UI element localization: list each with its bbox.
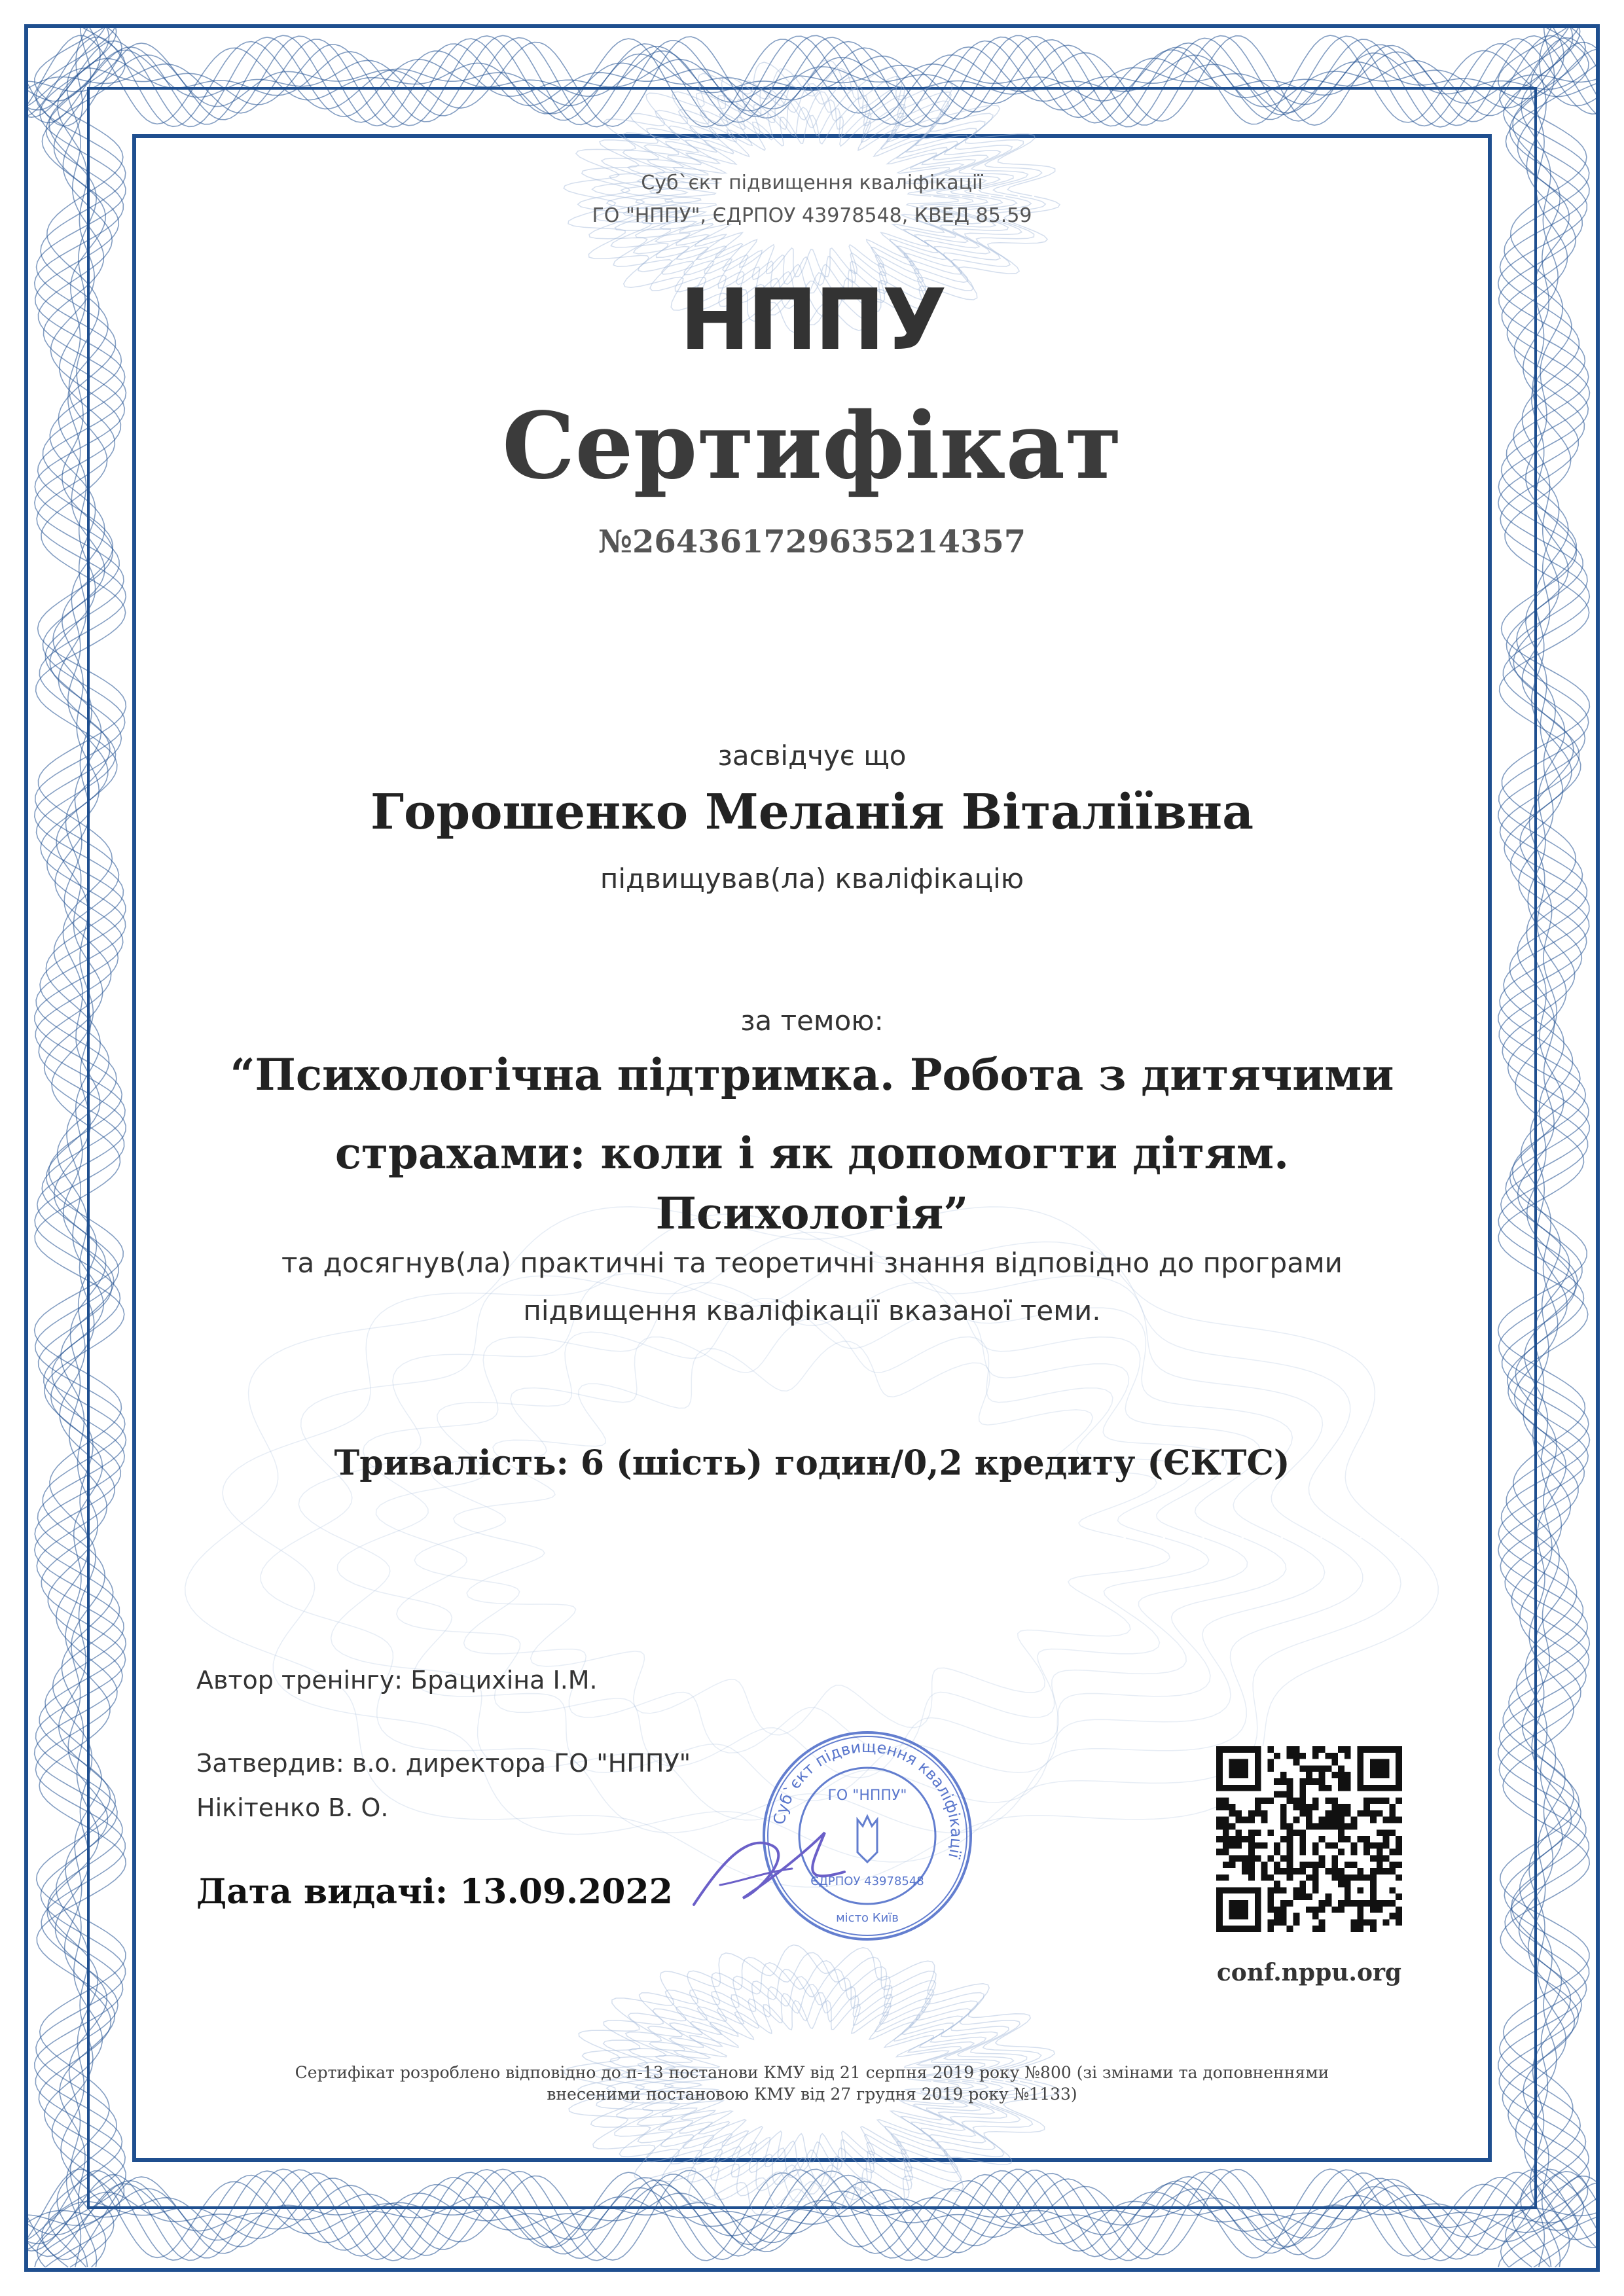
topic-label: за темою: <box>740 1005 884 1037</box>
topic-line: страхами: коли і як допомогти дітям. <box>334 1128 1290 1179</box>
approver-name: Нікітенко В. О. <box>196 1793 389 1822</box>
issuer-subject-line: Суб`єкт підвищення кваліфікації <box>641 171 983 194</box>
legal-footer-line: Сертифікат розроблено відповідно до п-13 постанови КМУ від 21 серпня 2019 року №800 (зі змінами та доповненнями <box>295 2063 1329 2082</box>
approver-title: Затвердив: в.о. директора ГО "НППУ" <box>196 1749 691 1778</box>
stamp-org: ГО "НППУ" <box>827 1787 907 1804</box>
qualification-text: підвищував(ла) кваліфікацію <box>600 863 1024 895</box>
duration-text: Тривалість: 6 (шість) годин/0,2 кредиту (ЄКТС) <box>334 1443 1290 1483</box>
certificate-number: №264361729635214357 <box>598 524 1026 560</box>
certifies-text: засвідчує що <box>717 740 907 772</box>
stamp-city: місто Київ <box>836 1911 899 1925</box>
legal-footer-line: внесеними постановою КМУ від 27 грудня 2019 року №1133) <box>547 2085 1077 2104</box>
stamp-ring-text: Суб`єкт підвищення кваліфікації <box>770 1737 966 1860</box>
training-author: Автор тренінгу: Брацихіна І.М. <box>196 1666 598 1695</box>
issuer-details-line: ГО "НППУ", ЄДРПОУ 43978548, КВЕД 85.59 <box>592 204 1032 227</box>
nppu-logo: НППУ <box>679 272 945 369</box>
topic-line: “Психологічна підтримка. Робота з дитячими <box>230 1049 1394 1100</box>
stamp-code: ЄДРПОУ 43978548 <box>810 1874 924 1888</box>
certificate-title: Сертифікат <box>502 393 1122 500</box>
topic-line: Психологія” <box>655 1188 969 1239</box>
achievement-line: та досягнув(ла) практичні та теоретичні знання відповідно до програми <box>281 1247 1343 1279</box>
recipient-name: Горошенко Меланія Віталіївна <box>370 784 1254 840</box>
website-link[interactable]: conf.nppu.org <box>1216 1959 1402 1986</box>
signature <box>681 1806 857 1924</box>
qr-code <box>1216 1746 1402 1932</box>
issue-date: Дата видачі: 13.09.2022 <box>196 1872 673 1912</box>
achievement-line: підвищення кваліфікації вказаної теми. <box>523 1295 1101 1327</box>
